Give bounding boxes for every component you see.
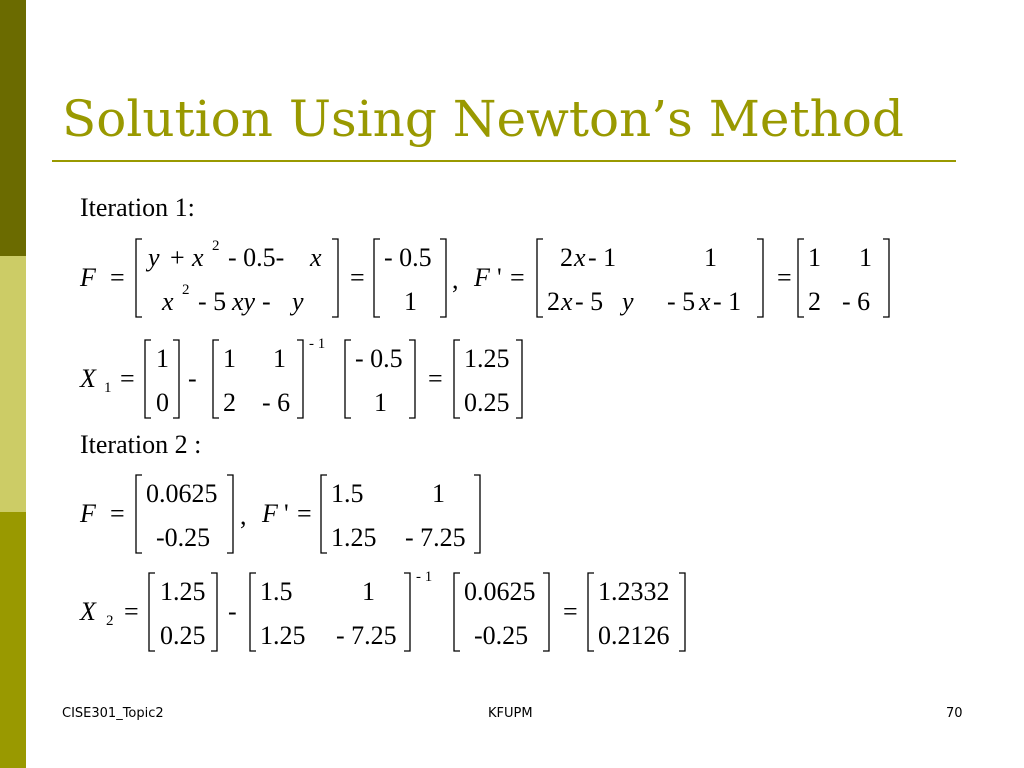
F1-row2-x: x [162,287,174,316]
F1-row1-y: y [148,243,160,272]
F1-row1-plus: + [170,243,185,272]
F1-row2-xy: xy [232,287,256,316]
equals-sign: = [120,364,135,393]
equals-sign: = [297,499,312,528]
equals-sign: = [124,597,139,626]
bracket-F1-right [332,239,338,317]
footer-course: CISE301_Topic2 [62,706,164,721]
bracket-X1b-right [211,573,217,651]
F2-row1: 0.0625 [146,479,218,508]
bracket-Fval1-right [440,239,446,317]
bracket-Jm1-right [297,340,303,418]
X2-row2: 0.2126 [598,621,670,650]
X1-row2: 0.25 [464,388,510,417]
bracket-Fv2-right [543,573,549,651]
J1-r2-a2: x [561,287,573,316]
F-symbol: F [80,263,96,292]
equals-sign: = [428,364,443,393]
iteration-2-heading: Iteration 2 : [80,430,202,459]
F1-row1-sup: 2 [212,238,220,254]
Jval1-r1c1: 1 [808,243,821,272]
minus-sign: - [188,364,197,393]
X1b-row2: 0.25 [160,621,206,650]
bracket-J2-right [474,475,480,553]
J1-r2-b2: x [699,287,711,316]
bracket-Jm1-left [213,340,219,418]
prime-mark: ' [497,263,502,292]
Jval1-r2c1: 2 [808,287,821,316]
Jval1-r2c2: - 6 [842,287,871,316]
F1-row1-x: x [192,243,204,272]
Jm1-r2c1: 2 [223,388,236,417]
bracket-X1-right [516,340,522,418]
Fv2-row2: -0.25 [474,621,529,650]
J1-r1-a3: - 1 [588,243,617,272]
J2-r1c2: 1 [432,479,445,508]
bracket-J2-left [321,475,327,553]
J1-r1-b: 1 [704,243,717,272]
bracket-X2-right [679,573,685,651]
J1-r2-b1: - 5 [667,287,696,316]
bracket-Fv2-left [454,573,460,651]
equals-sign: = [110,499,125,528]
J2-r1c1: 1.5 [331,479,364,508]
equals-sign: = [777,263,792,292]
Fprime-symbol: F [474,263,490,292]
equals-sign: = [350,263,365,292]
Fv1-row2: 1 [374,388,387,417]
equals-sign: = [110,263,125,292]
X1b-row1: 1.25 [160,577,206,606]
bracket-Jval1-right [883,239,889,317]
X0-row1: 1 [156,344,169,373]
Jm2-r2c2: - 7.25 [336,621,397,650]
F1-row1-rest: - 0.5- [228,243,285,272]
J1-r1-a2: x [574,243,586,272]
footer-page-number: 70 [946,706,963,721]
comma: , [240,501,247,530]
slide-title: Solution Using Newton’s Method [62,90,904,148]
Fv2-row1: 0.0625 [464,577,536,606]
Jm2-r1c1: 1.5 [260,577,293,606]
bracket-J1-left [537,239,543,317]
F1-row1-x2: x [310,243,322,272]
bracket-J1-right [757,239,763,317]
F2-row2: -0.25 [156,523,211,552]
bracket-X0-left [145,340,151,418]
X-symbol: X [80,364,96,393]
bracket-Jm2-left [250,573,256,651]
Fprime-symbol: F [262,499,278,528]
J1-r1-a1: 2 [560,243,573,272]
Jm1-r1c1: 1 [223,344,236,373]
bracket-F1-left [136,239,142,317]
J2-r2c1: 1.25 [331,523,377,552]
inverse-superscript: - 1 [309,336,326,352]
J2-r2c2: - 7.25 [405,523,466,552]
iteration-1-heading: Iteration 1: [80,193,195,222]
minus-sign: - [228,597,237,626]
F-symbol: F [80,499,96,528]
X0-row2: 0 [156,388,169,417]
Jval1-r1c2: 1 [859,243,872,272]
X-subscript: 1 [104,380,112,396]
Fv1-row1: - 0.5 [355,344,403,373]
J1-r2-a4: y [622,287,634,316]
Fval1-row2: 1 [404,287,417,316]
Jm2-r1c2: 1 [362,577,375,606]
bracket-X1b-left [149,573,155,651]
equals-sign: = [563,597,578,626]
X-subscript: 2 [106,613,114,629]
X1-row1: 1.25 [464,344,510,373]
Jm2-r2c1: 1.25 [260,621,306,650]
Jm1-r1c2: 1 [273,344,286,373]
Jm1-r2c2: - 6 [262,388,291,417]
footer-institution: KFUPM [488,706,533,721]
bracket-Fv1-left [345,340,351,418]
comma: , [452,265,459,294]
bracket-F2-left [136,475,142,553]
bracket-Jm2-right [404,573,410,651]
bracket-X0-right [173,340,179,418]
Fval1-row1: - 0.5 [384,243,432,272]
X2-row1: 1.2332 [598,577,670,606]
F1-row2-sup: 2 [182,282,190,298]
inverse-superscript: - 1 [416,569,433,585]
bracket-F2-right [227,475,233,553]
bracket-Fval1-left [374,239,380,317]
J1-r2-a1: 2 [547,287,560,316]
bracket-X1-left [454,340,460,418]
prime-mark: ' [284,499,289,528]
bracket-X2-left [588,573,594,651]
F1-row2-mid: - 5 [198,287,227,316]
equals-sign: = [510,263,525,292]
J1-r2-a3: - 5 [575,287,604,316]
J1-r2-b3: - 1 [713,287,742,316]
bracket-Fv1-right [409,340,415,418]
F1-row2-minus: - [262,287,271,316]
bracket-Jval1-left [798,239,804,317]
F1-row2-y: y [292,287,304,316]
X-symbol: X [80,597,96,626]
